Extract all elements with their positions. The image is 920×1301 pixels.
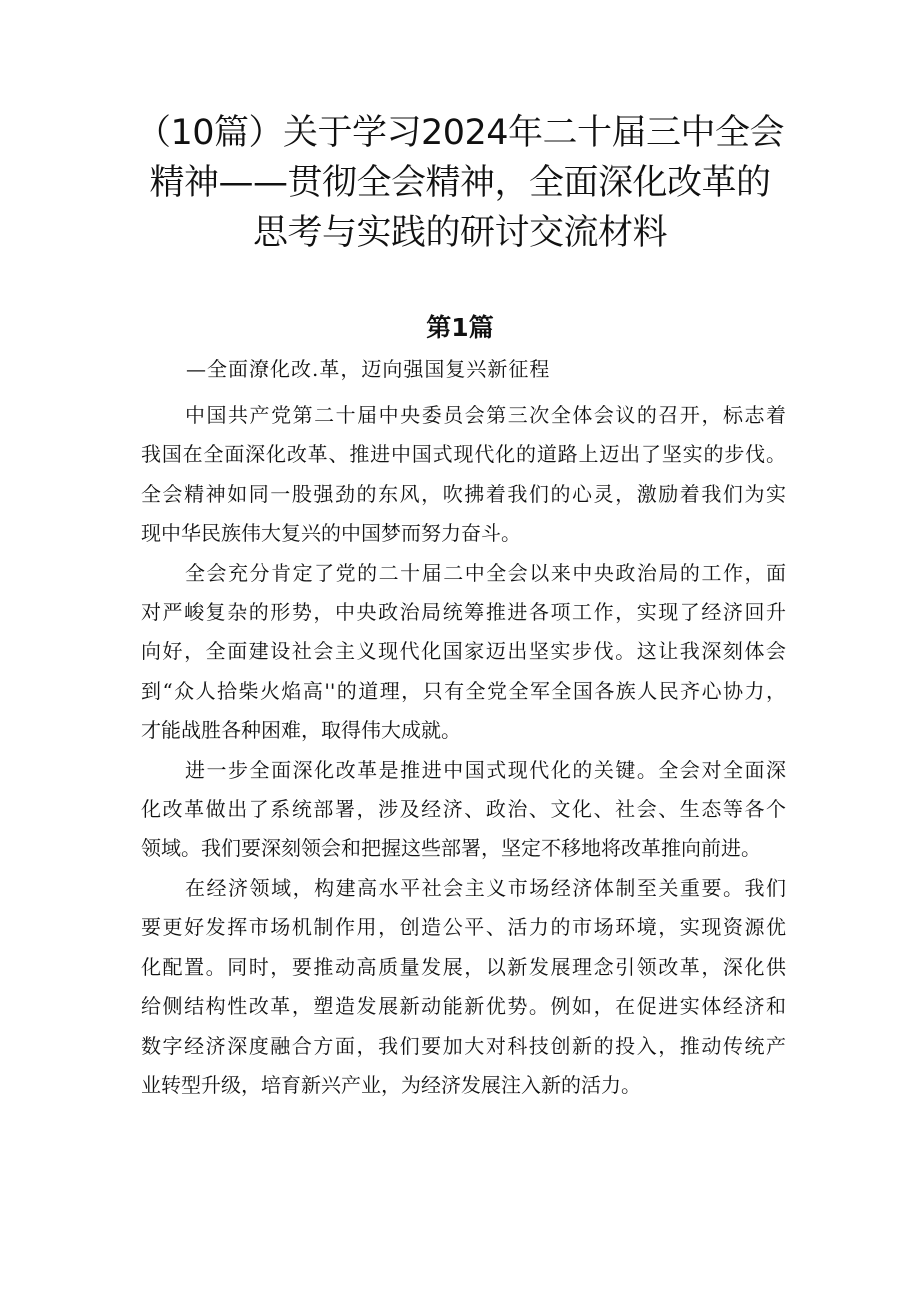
text-line: 化改革做出了系统部署，涉及经济、政治、文化、社会、生态等各个 — [141, 797, 786, 822]
text-line: 全会充分肯定了党的二十届二中全会以来中央政治局的工作，面 — [185, 560, 786, 585]
text-line: 要更好发挥市场机制作用，创造公平、活力的市场环境，实现资源优 — [141, 915, 786, 940]
text-line: 进一步全面深化改革是推进中国式现代化的关键。全会对全面深 — [185, 757, 786, 782]
text-line: 给侧结构性改革，塑造发展新动能新优势。例如，在促进实体经济和 — [141, 994, 786, 1019]
text-line: 向好，全面建设社会主义现代化国家迈出坚实步伐。这让我深刻体会 — [141, 639, 786, 664]
text-line: 才能战胜各种困难，取得伟大成就。 — [141, 718, 461, 743]
paragraph — [141, 869, 786, 1105]
section-subtitle: —全面潦化改.革，迈向强国复兴新征程 — [186, 357, 551, 381]
paragraph — [141, 554, 786, 751]
text-line: 对严峻复杂的形势，中央政治局统筹推进各项工作，实现了经济回升 — [141, 600, 786, 625]
paragraph — [141, 396, 786, 554]
text-line: 现中华民族伟大复兴的中国梦而努力奋斗。 — [141, 521, 521, 546]
document-title — [80, 108, 840, 258]
text-line: 在经济领域，构建高水平社会主义市场经济体制至关重要。我们 — [185, 875, 786, 900]
text-line: 到“众人拾柴火焰高''的道理，只有全党全军全国各族人民齐心协力， — [141, 678, 786, 703]
section-heading: 第1篇 — [426, 313, 494, 342]
title-line: 精神——贯彻全会精神，全面深化改革的 — [149, 163, 771, 203]
title-line: 思考与实践的研讨交流材料 — [252, 213, 667, 253]
text-line: 中国共产党第二十届中央委员会第三次全体会议的召开，标志着 — [185, 403, 786, 427]
text-line: 全会精神如同一股强劲的东风，吹拂着我们的心灵，激励着我们为实 — [141, 481, 786, 506]
text-line: 数字经济深度融合方面，我们要加大对科技创新的投入，推动传统产 — [141, 1033, 786, 1058]
text-line: 化配置。同时，要推动高质量发展，以新发展理念引领改革，深化供 — [141, 954, 786, 979]
paragraph — [141, 751, 786, 869]
title-line: （10篇）关于学习2024年二十届三中全会 — [135, 113, 785, 153]
body-text — [141, 396, 786, 1105]
text-line: 我国在全面深化改革、推进中国式现代化的道路上迈出了坚实的步伐。 — [141, 442, 786, 467]
text-line: 领域。我们要深刻领会和把握这些部署，坚定不移地将改革推向前进。 — [141, 836, 761, 861]
text-line: 业转型升级，培育新兴产业，为经济发展注入新的活力。 — [141, 1072, 641, 1097]
